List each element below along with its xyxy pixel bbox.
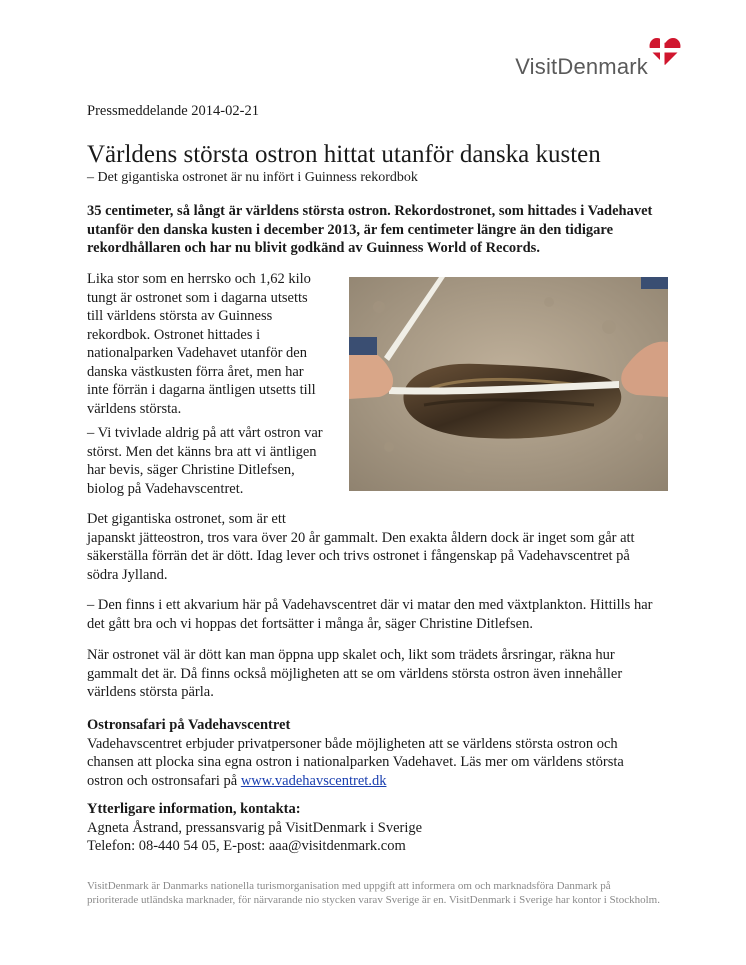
safari-paragraph — [87, 735, 662, 791]
footer-note: VisitDenmark är Danmarks nationella turismorganisation med uppgift att informera om och marknadsföra Danmark på prioriterade utländska marknader, för närvarande nio stycken varav Sverige är en. VisitDenmark i Sverige har kontor i Stockholm. — [87, 880, 660, 906]
paragraph-oyster-age — [87, 510, 662, 584]
contact-person: Agneta Åstrand, pressansvarig på VisitDenmark i Sverige — [87, 819, 423, 836]
press-release-date: Pressmeddelande 2014-02-21 — [87, 103, 259, 119]
lead-paragraph: 35 centimeter, så långt är världens största ostron. Rekordostronet, som hittades i Vadehavet utanför den danska kusten i december 2013, är fem centimeter längre än den tidigare rekordhållaren och har nu blivit godkänd av Guinness World of Records. — [87, 203, 653, 256]
headline: Världens största ostron hittat utanför danska kusten — [87, 141, 601, 168]
visitdenmark-logo — [515, 40, 648, 80]
contact-phone-email: Telefon: 08-440 54 05, E-post: aaa@visitdenmark.com — [87, 838, 406, 854]
paragraph-oyster-age-rest: japanskt jätteostron, tros vara över 20 år gammalt. Den exakta åldern dock är inget som går att säkerställa förrän det är dött. Idag lever och trivs ostronet i fångenskap på Vadehavscentret på södra Jylland. — [87, 529, 635, 583]
safari-heading: Ostronsafari på Vadehavscentret — [87, 717, 291, 733]
paragraph-pearl: När ostronet väl är dött kan man öppna upp skalet och, likt som trädets årsringar, räkna hur gammalt det är. Då finns också möjligheten att se om världens största ostron även innehåller världens största pärla. — [87, 647, 623, 700]
paragraph-intro: Lika stor som en herrsko och 1,62 kilo tungt är ostronet som i dagarna utsetts till världens största av Guinness rekordbok. Ostronet hittades i nationalparken Vadehavet utanför den danska västkusten förra året, men har inte förrän i dagarna äntligen utsetts till världens största. — [87, 271, 316, 417]
paragraph-oyster-age-line1: Det gigantiska ostronet, som är ett — [87, 511, 286, 527]
paragraph-quote-2: – Den finns i ett akvarium här på Vadehavscentret där vi matar den med växtplankton. Hittills har det gått bra och vi hoppas det fortsätter i många år, säger Christine Ditlefsen. — [87, 597, 653, 632]
heart-flag-icon — [648, 34, 682, 68]
vadehavscentret-link[interactable]: www.vadehavscentret.dk — [240, 772, 387, 789]
contact-heading: Ytterligare information, kontakta: — [87, 801, 301, 817]
subheadline: – Det gigantiska ostronet är nu infört i Guinness rekordbok — [87, 170, 418, 185]
safari-text: Vadehavscentret erbjuder privatpersoner både möjligheten att se världens största ostron och chansen att plocka sina egna ostron i nationalparken Vadehavet. Läs mer om världens största ostron och ostronsafari på — [87, 735, 624, 789]
logo-text: VisitDenmark — [515, 54, 648, 79]
paragraph-quote-1: – Vi tvivlade aldrig på att vårt ostron var störst. Men det känns bra att vi äntligen har bevis, säger Christine Ditlefsen, biolog på Vadehavscentret. — [87, 425, 323, 497]
